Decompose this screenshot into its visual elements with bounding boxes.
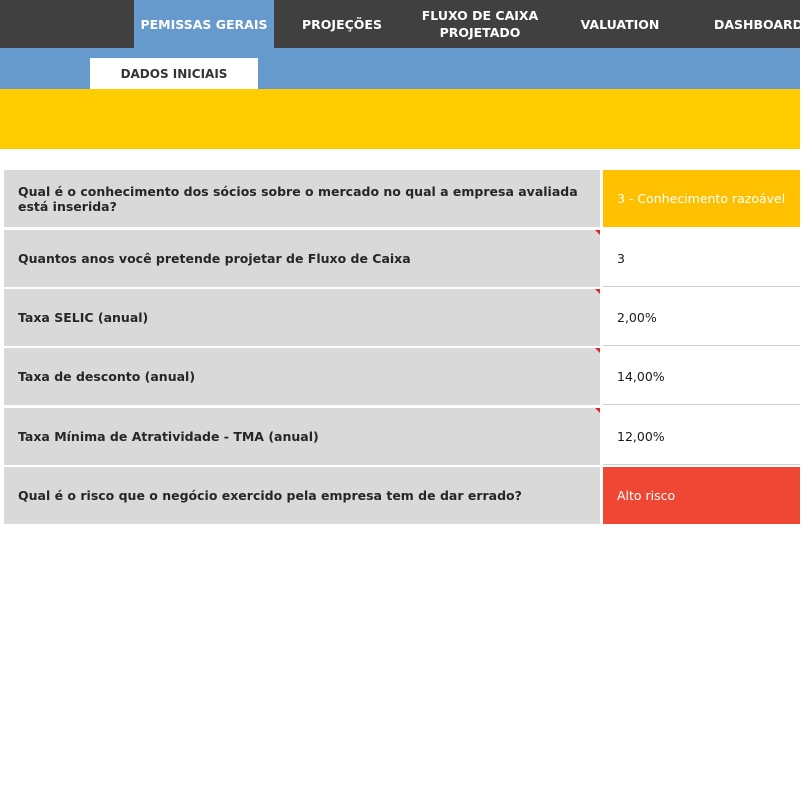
tab-dashboards-label: DASHBOARDS	[714, 16, 812, 32]
question-cell	[4, 467, 600, 524]
subtab-dados-iniciais-label: DADOS INICIAIS	[120, 66, 228, 81]
form-row-risco	[0, 467, 800, 524]
form-row-taxa-selic	[0, 289, 800, 346]
question-label: Taxa SELIC (anual)	[18, 310, 149, 325]
comment-indicator-icon[interactable]	[595, 408, 600, 413]
answer-value: 14,00%	[617, 368, 665, 384]
answer-dropdown-risco[interactable]	[603, 467, 800, 524]
tab-dashboards[interactable]	[700, 0, 810, 48]
tab-projecoes[interactable]	[284, 0, 400, 48]
answer-input-taxa-selic[interactable]	[603, 289, 800, 346]
comment-indicator-icon[interactable]	[595, 230, 600, 235]
answer-dropdown-conhecimento[interactable]	[603, 170, 800, 227]
tab-premissas-gerais[interactable]	[134, 0, 274, 48]
question-label: Quantos anos você pretende projetar de Fluxo de Caixa	[18, 251, 411, 266]
question-cell	[4, 408, 600, 465]
tab-premissas-gerais-label: PEMISSAS GERAIS	[140, 16, 268, 32]
form-row-anos-projecao	[0, 230, 800, 287]
tab-fluxo-label-line1: FLUXO DE CAIXA	[421, 8, 539, 23]
tab-valuation-label: VALUATION	[580, 16, 660, 32]
answer-input-tma[interactable]	[603, 408, 800, 465]
answer-value: 3 - Conhecimento razoável	[617, 191, 786, 206]
form-row-conhecimento	[0, 170, 800, 227]
tab-fluxo-label-line2: PROJETADO	[439, 25, 521, 40]
comment-indicator-icon[interactable]	[595, 348, 600, 353]
form-row-taxa-desconto	[0, 348, 800, 405]
tab-fluxo-de-caixa-projetado[interactable]	[410, 0, 550, 48]
question-label: Taxa de desconto (anual)	[18, 369, 196, 384]
question-label: Qual é o risco que o negócio exercido pela empresa tem de dar errado?	[18, 488, 522, 503]
answer-input-taxa-desconto[interactable]	[603, 348, 800, 405]
answer-input-anos-projecao[interactable]	[603, 230, 800, 287]
tab-projecoes-label: PROJEÇÕES	[302, 16, 382, 32]
answer-value: 2,00%	[617, 309, 657, 325]
comment-indicator-icon[interactable]	[595, 289, 600, 294]
sub-navigation	[0, 48, 800, 89]
top-navigation	[0, 0, 812, 48]
subtab-dados-iniciais[interactable]	[90, 58, 258, 89]
answer-value: 3	[617, 250, 625, 266]
question-label: Qual é o conhecimento dos sócios sobre o mercado no qual a empresa avaliada está inserida?	[18, 183, 578, 214]
answer-value: Alto risco	[617, 488, 676, 503]
form-row-tma	[0, 408, 800, 465]
tab-valuation[interactable]	[560, 0, 680, 48]
question-cell	[4, 348, 600, 405]
header-banner	[0, 89, 800, 149]
answer-value: 12,00%	[617, 428, 665, 444]
question-cell	[4, 289, 600, 346]
question-cell	[4, 170, 600, 227]
question-cell	[4, 230, 600, 287]
question-label: Taxa Mínima de Atratividade - TMA (anual)	[18, 429, 319, 444]
